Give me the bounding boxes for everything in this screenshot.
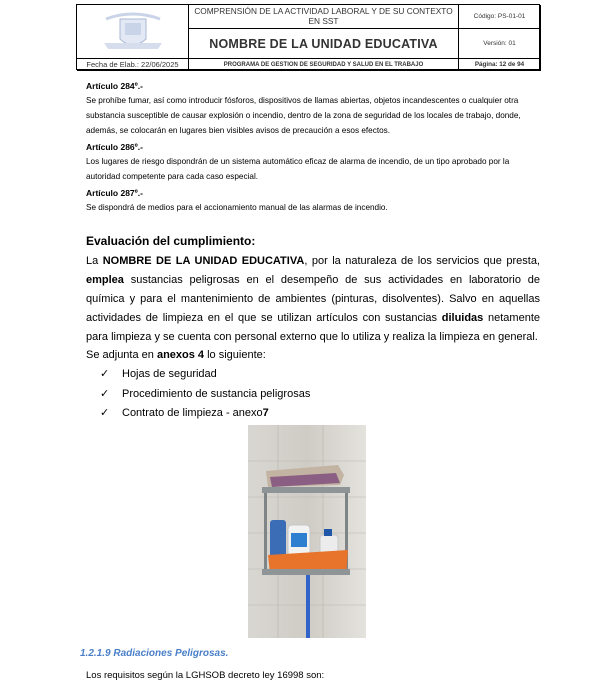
requirements-intro: Los requisitos según la LGHSOB decreto ley 16998 son: xyxy=(86,670,325,681)
list-item: ✓ Contrato de limpieza - anexo 7 xyxy=(100,404,310,424)
article-title: Artículo 286º.- xyxy=(86,142,143,152)
checkmark-icon: ✓ xyxy=(100,407,110,419)
subsection-heading: 1.2.1.9 Radiaciones Peligrosas. xyxy=(80,648,229,659)
document-header xyxy=(76,4,540,70)
elaboration-date: Fecha de Elab.: 22/06/2025 xyxy=(77,59,189,71)
header-title-top: COMPRENSIÓN DE LA ACTIVIDAD LABORAL Y DE SU CONTEXTO EN SST xyxy=(189,5,459,29)
article-text: Se dispondrá de medios para el accionamiento manual de las alarmas de incendio. xyxy=(86,203,388,212)
checkmark-icon: ✓ xyxy=(100,387,110,400)
article-title: Artículo 284º.- xyxy=(86,81,143,91)
document-version: Versión: 01 xyxy=(459,29,541,59)
annex-intro: Se adjunta en anexos 4 lo siguiente: xyxy=(86,349,266,361)
article-text: Los lugares de riesgo dispondrán de un sistema automático eficaz de alarma de incendio, de un tipo aprobado por la autoridad competente para cada caso especial. xyxy=(86,157,510,181)
page-number: Página: 12 de 94 xyxy=(459,59,541,71)
article-284 xyxy=(86,80,540,138)
evaluation-title: Evaluación del cumplimiento: xyxy=(86,234,256,248)
document-code: Código: PS-01-01 xyxy=(459,5,541,29)
list-item: ✓ Hojas de seguridad xyxy=(100,365,310,385)
article-text: Se prohíbe fumar, así como introducir fósforos, dispositivos de llamas abiertas, objetos incandescentes o cualquier otra substancia susceptible de causar explosión o incendio, dentro de la zona de seguridad de los locales de trabajo, donde, además, se colocarán en lugares bien visibles avisos de precaución a esos efectos. xyxy=(86,96,521,135)
program-name: PROGRAMA DE GESTION DE SEGURIDAD Y SALUD EN EL TRABAJO xyxy=(189,59,459,71)
evaluation-paragraph: La NOMBRE DE LA UNIDAD EDUCATIVA, por la naturaleza de los servicios que presta, emplea sustancias peligrosas en el desempeño de sus actividades en laboratorio de química y para el mantenimiento de ambientes (pinturas, disolventes). Salvo en aquellas actividades de limpieza en el que se utilizan artículos con sustancias diluidas netamente para limpieza y se cuenta con personal externo que lo utiliza y realiza la limpieza en general. xyxy=(86,255,540,343)
storage-shelf-photo xyxy=(248,425,366,638)
annex-list xyxy=(100,365,310,424)
checkmark-icon: ✓ xyxy=(100,368,110,380)
list-item: ✓ Procedimiento de sustancia peligrosas xyxy=(100,385,310,405)
header-title-main: NOMBRE DE LA UNIDAD EDUCATIVA xyxy=(189,29,459,59)
article-286 xyxy=(86,141,540,184)
article-287 xyxy=(86,187,540,215)
school-logo xyxy=(77,5,189,59)
crest-icon xyxy=(98,9,168,55)
article-title: Artículo 287º.- xyxy=(86,188,143,198)
